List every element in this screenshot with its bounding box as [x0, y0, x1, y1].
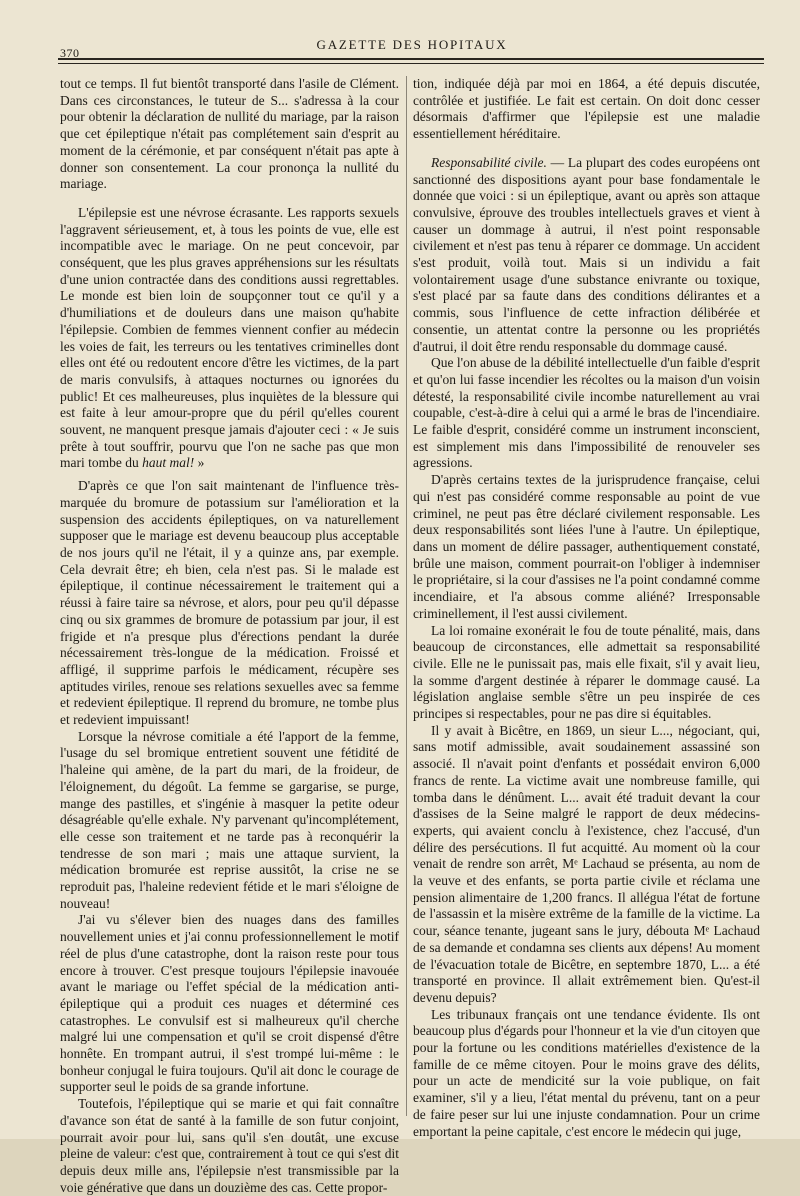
paragraph: Il y avait à Bicêtre, en 1869, un sieur L..., négociant, qui, sans motif admissible, avait soudainement assassiné son associé. Il n'avait point d'enfants et possédait environ 6,000 francs de rente. La victime avait une nombreuse famille, qui tomba dans le dénûment. L... avait été traduit devant la cour d'assises de la Seine malgré le rapport de deux médecins-experts, qui avaient conclu à l'existence, chez l'accusé, d'un délire des persécutions. Il fut acquitté. Au moment où la cour venait de rendre son arrêt, Mᵉ Lachaud se présenta, au nom de la veuve et des enfants, se porta partie civile et réclama une pension alimentaire de 1,200 francs. Il allégua l'état de fortune de l'assassin et la misère extrême de la famille de la victime. La cour, séance tenante, jugeant sans le jury, débouta Mᵉ Lachaud de sa demande et condamna ses clients aux dépens! Au moment de l'évacuation totale de Bicêtre, en septembre 1870, L... a été transporté en province. Il allait extrêmement bien. Qu'est-il devenu depuis?	[413, 722, 760, 1005]
column-divider	[406, 76, 407, 1116]
paragraph: La loi romaine exonérait le fou de toute pénalité, mais, dans beaucoup de circonstances, elle admettait sa responsabilité civile. Elle ne le punissait pas, mais elle fixait, s'il y avait lieu, la somme d'argent destinée à réparer le dommage causé. La législation anglaise semble s'être un peu inspirée de ces principes si respectables, pour ne pas dire si équitables.	[413, 622, 760, 722]
paragraph: Les tribunaux français ont une tendance évidente. Ils ont beaucoup plus d'égards pour l'honneur et la vie d'un citoyen que pour la fortune ou les conditions matérielles d'existence de la famille de ce même citoyen. Pour le moins grave des délits, pour un acte de mendicité sur la voie publique, on fait examiner, s'il y a lieu, l'état mental du prévenu, tant on a peur de faire peser sur lui une injuste condamnation. Pour un crime emportant la peine capitale, c'est encore le médecin qui juge,	[413, 1006, 760, 1139]
paragraph: tion, indiquée déjà par moi en 1864, a été depuis discutée, contrôlée et justifiée. Le fait est certain. On doit donc cesser désormais d'affirmer que l'épilepsie est une maladie essentiellement héréditaire.	[413, 76, 760, 142]
right-column	[413, 76, 761, 1139]
running-title: GAZETTE DES HOPITAUX	[316, 37, 508, 52]
paragraph	[413, 155, 760, 355]
paragraph-text: L'épilepsie est une névrose écrasante. Les rapports sexuels l'aggravent sérieusement, et, à tous les points de vue, elle est incompatible avec le mariage. On ne peut concevoir, par conséquent, que les plus graves appréhensions sur les résultats d'une union contractée dans des conditions aussi regrettables. Le monde est bien loin de soupçonner tout ce qu'il y a d'humiliations et de douleurs dans une maison qu'habite l'épilepsie. Combien de femmes viennent confier au médecin les voies de fait, les terreurs ou les tentatives criminelles dont elles ont été ou redoutent encore d'être les victimes, de la part de maris convulsifs, à attaques nocturnes ou ignorées du public! Et ces malheureuses, plus inquiètes de la blessure qui est faite à leur amour-propre que du péril qu'elles courent souvent, ne manquent presque jamais d'ajouter ceci : « Je suis prête à tout souffrir, pourvu que l'on ne sache pas que mon mari tombe du	[60, 204, 399, 471]
paragraph: J'ai vu s'élever bien des nuages dans des familles nouvellement unies et j'ai connu professionnellement le motif réel de plus d'une catastrophe, dont la raison reste pour tous encore à trouver. C'est presque toujours l'épilepsie inavouée avant le mariage ou l'effet spécial de la médication anti-épileptique qui a produit ces nuages et déterminé ces catastrophes. Le convulsif est si malheureux qu'il cherche malgré lui une compensation et qu'il se croit dispensé d'être honnête. En trompant autrui, il s'est trompé lui-même : le bonheur conjugal le fuira toujours. Qu'il ait donc le courage de supporter seul le poids de sa grande infortune.	[60, 912, 399, 1095]
paragraph-text: — La plupart des codes européens ont sanctionné des dispositions ayant pour base fondamentale le donnée que voici : si un épileptique, avant ou après son attaque convulsive, éprouve des troubles intellectuels graves et vient à causer un dommage à autrui, il n'est point responsable civilement et n'est pas tenu à réparer ce dommage. Un accident s'est produit, voilà tout. Mais si un individu a fait volontairement usage d'une substance enivrante ou toxique, s'est placé par sa faute dans des conditions délirantes et a commis, sous l'influence de cette infraction délibérée et consentie, un attentat contre la personne ou les propriétés d'autrui, il doit être rendu responsable du dommage causé.	[413, 154, 761, 354]
italic-quote: haut mal!	[142, 455, 195, 471]
left-column	[60, 76, 399, 1195]
paragraph: D'après certains textes de la jurisprudence française, celui qui n'est pas considéré comme responsable au point de vue criminel, ne peut pas être déclaré civilement responsable. Les deux responsabilités sont liées l'une à l'autre. Un épileptique, dans un moment de délire passager, authentiquement constaté, brûle une maison, comment pourrait-on l'obliger à indemniser le propriétaire, si la cour d'assises ne l'a point condamné comme incendiaire, et l'a absous comme aliéné? Irresponsable criminellement, il l'est aussi civilement.	[413, 472, 760, 621]
paragraph: Lorsque la névrose comitiale a été l'apport de la femme, l'usage du sel bromique entretient souvent une fétidité de l'haleine qui amène, de la part du mari, de la froideur, de l'éloignement, du dégoût. La femme se gargarise, se purge, mange des pastilles, et s'ingénie à masquer la petite odeur désagréable qu'elle exhale. N'y parvenant qu'incomplétement, elle cesse son traitement et ne tarde pas à reconquérir la tendresse de son mari ; mais une attaque survient, la médication bromurée est reprise aussitôt, la crise ne se reproduit pas, l'haleine redevient fétide et le mari s'éloigne de nouveau!	[60, 728, 399, 911]
paragraph	[60, 205, 399, 472]
paragraph: tout ce temps. Il fut bientôt transporté dans l'asile de Clément. Dans ces circonstances, le tuteur de S... s'adressa à la cour pour obtenir la déclaration de nullité du mariage, par la raison que cet épileptique n'était pas complétement sain d'esprit au moment de la cérémonie, et par conséquent n'était pas apte à donner son consentement. La cour prononça la nullité du mariage.	[60, 76, 399, 192]
paragraph: Que l'on abuse de la débilité intellectuelle d'un faible d'esprit et qu'on lui fasse incendier les récoltes ou la maison d'un voisin détesté, la responsabilité civile incombe naturellement au vrai coupable, c'est-à-dire à celui qui a armé le bras de l'incendiaire. Le faible d'esprit, considéré comme un instrument inconscient, est simplement mis dans l'impossibilité de renouveler ses agressions.	[413, 355, 760, 471]
header-rule-thick	[58, 58, 764, 60]
paragraph: Toutefois, l'épileptique qui se marie et qui fait connaître d'avance son état de santé à la famille de son futur conjoint, pourrait avoir pour lui, sans qu'il s'en doutât, une excuse pleine de valeur: c'est que, contrairement à tout ce qui s'est dit depuis deux mille ans, l'épilepsie n'est transmissible par la voie générative que dans un douzième des cas. Cette propor-	[60, 1096, 399, 1195]
paragraph-text: »	[194, 455, 205, 471]
section-heading: Responsabilité civile.	[431, 154, 547, 170]
header-rule-thin	[58, 63, 764, 64]
page-number: 370	[60, 46, 80, 60]
paragraph: D'après ce que l'on sait maintenant de l'influence très-marquée du bromure de potassium sur l'amélioration et la suspension des accidents épileptiques, on va naturellement supposer que le mariage est devenu beaucoup plus acceptable de nos jours qu'il ne l'était, il y a quinze ans, par exemple. Cela devrait être; eh bien, cela n'est pas. Si le malade est épileptique, il continue nécessairement le traitement qui a réussi à faire taire sa névrose, et alors, pour peu qu'il dépasse cinq ou six grammes de bromure de potassium par jour, il est frigide et n'a presque plus d'érections pendant la durée nécessairement très-longue de la médication. Froissé et affligé, il supprime parfois le médicament, récupère ses aptitudes viriles, renoue ses relations sexuelles avec sa femme et redevient épileptique. Il reprend du bromure, ne tombe plus et redevient impuissant!	[60, 478, 399, 728]
